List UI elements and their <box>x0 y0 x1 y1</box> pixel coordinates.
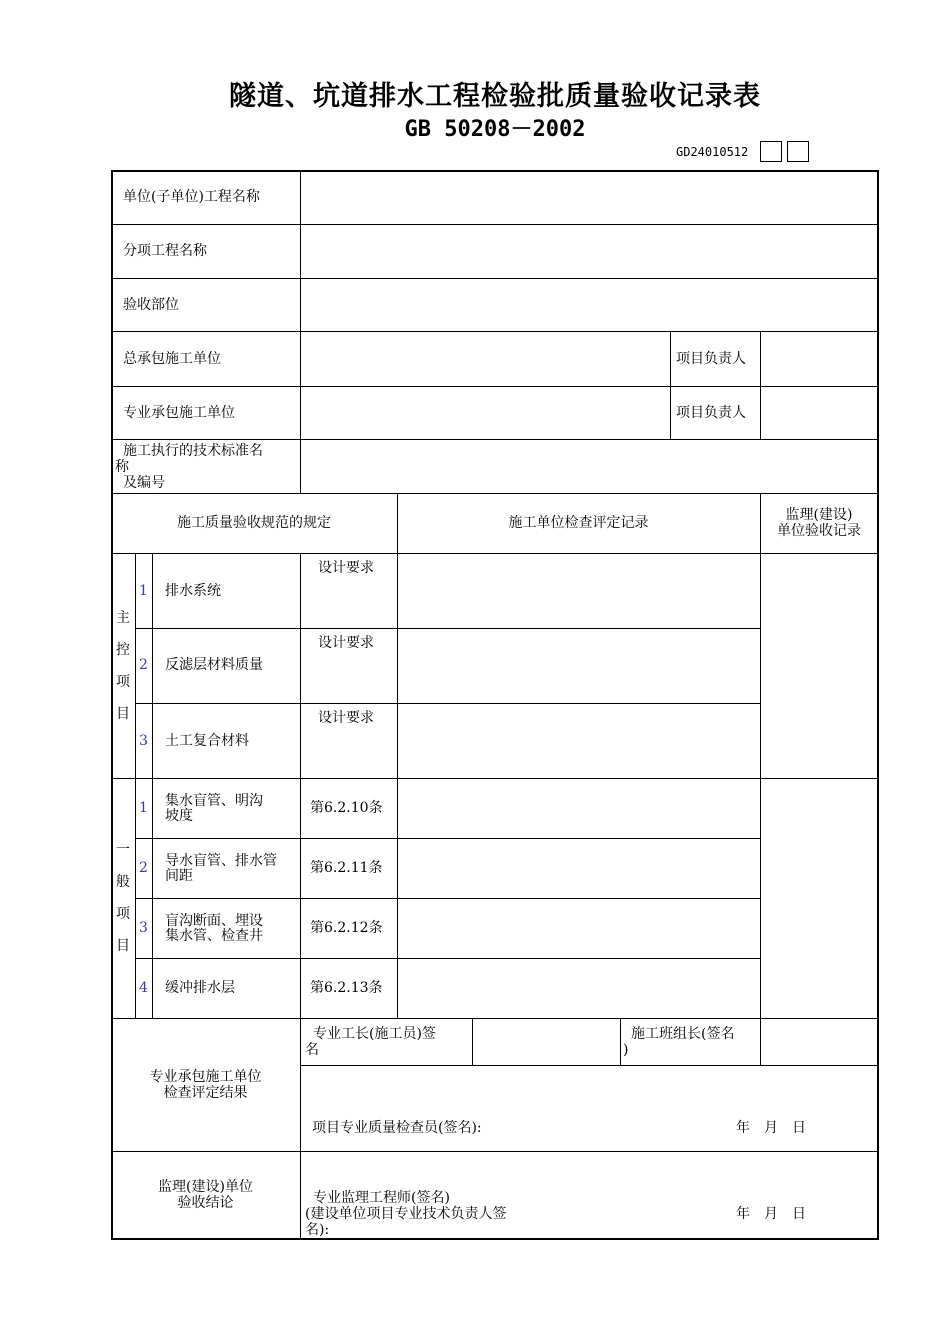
general-item-clause: 第6.2.12条 <box>310 920 383 936</box>
label-sub-project-name: 分项工程名称 <box>123 243 207 259</box>
field-unit-project-name[interactable] <box>302 172 876 223</box>
main-item-name: 土工复合材料 <box>165 733 249 749</box>
foreman-signature-label-wrap: 名 <box>305 1042 319 1058</box>
general-item-name-line2: 间距 <box>165 868 193 884</box>
row-divider <box>135 838 760 839</box>
header-check-record: 施工单位检查评定记录 <box>508 515 649 531</box>
main-item-check-record[interactable] <box>399 555 759 627</box>
team-leader-signature-label: 施工班组长(签名 <box>631 1026 735 1042</box>
contractor-result-label: 专业承包施工单位 <box>149 1069 262 1085</box>
row-divider <box>111 386 879 387</box>
general-item-clause: 第6.2.13条 <box>310 980 383 996</box>
general-item-name: 缓冲排水层 <box>165 980 235 996</box>
main-item-number: 1 <box>139 583 148 599</box>
row-divider <box>111 778 879 779</box>
label-standard-number: 及编号 <box>123 475 165 491</box>
label-project-manager-1: 项目负责人 <box>676 351 746 367</box>
supervising-engineer-signature[interactable]: 专业监理工程师(签名) <box>313 1190 450 1206</box>
contractor-result-date[interactable]: 年 月 日 <box>736 1120 806 1136</box>
general-item-name: 盲沟断面、埋设 <box>165 913 263 929</box>
main-control-label-char: 项 <box>116 674 130 690</box>
supervision-conclusion-date[interactable]: 年 月 日 <box>736 1206 806 1222</box>
col-divider <box>300 553 301 1240</box>
label-acceptance-part: 验收部位 <box>123 297 179 313</box>
field-project-manager-1[interactable] <box>762 333 876 385</box>
col-divider <box>135 553 136 1018</box>
form-code-box-1[interactable] <box>760 141 782 162</box>
row-divider <box>135 628 760 629</box>
row-divider <box>111 553 879 554</box>
main-control-label-char: 主 <box>116 610 130 626</box>
general-item-clause: 第6.2.10条 <box>310 800 383 816</box>
general-label-char: 项 <box>116 906 130 922</box>
col-divider <box>760 331 761 440</box>
row-divider <box>111 439 879 440</box>
row-divider <box>111 331 879 332</box>
header-supervision-line2: 单位验收记录 <box>777 523 861 539</box>
row-divider <box>135 958 760 959</box>
team-leader-signature-label-wrap: ) <box>623 1042 629 1058</box>
general-item-name: 导水盲管、排水管 <box>165 853 277 869</box>
row-divider <box>111 1018 879 1019</box>
main-item-check-record[interactable] <box>399 705 759 777</box>
main-item-requirement: 设计要求 <box>318 635 374 651</box>
col-divider <box>670 331 671 440</box>
col-divider <box>300 170 301 494</box>
quality-inspector-signature[interactable]: 项目专业质量检查员(签名): <box>312 1120 482 1136</box>
label-unit-project-name: 单位(子单位)工程名称 <box>123 189 260 205</box>
standard-code: GB 50208－2002 <box>404 117 586 142</box>
field-standard-name[interactable] <box>302 441 876 492</box>
col-divider <box>760 493 761 1018</box>
general-supervision-record[interactable] <box>762 780 876 1017</box>
general-item-check-record[interactable] <box>399 840 759 897</box>
label-specialty-contractor: 专业承包施工单位 <box>123 405 235 421</box>
page-title: 隧道、坑道排水工程检验批质量验收记录表 <box>229 81 761 112</box>
owner-technical-lead-signature[interactable]: (建设单位项目专业技术负责人签 <box>305 1206 507 1222</box>
label-standard-name-wrap: 称 <box>115 459 129 475</box>
general-label-char: 一 <box>116 842 130 858</box>
supervision-conclusion-label-line2: 验收结论 <box>177 1195 234 1211</box>
main-control-label-char: 控 <box>116 642 130 658</box>
main-item-number: 2 <box>139 657 148 673</box>
form-code: GD24010512 <box>676 145 749 159</box>
main-item-number: 3 <box>139 733 148 749</box>
general-item-check-record[interactable] <box>399 960 759 1017</box>
general-label-char: 般 <box>116 874 130 890</box>
col-divider <box>397 493 398 1018</box>
col-divider <box>472 1018 473 1065</box>
main-item-requirement: 设计要求 <box>318 560 374 576</box>
main-item-name: 反滤层材料质量 <box>165 657 263 673</box>
field-acceptance-part[interactable] <box>302 280 876 330</box>
field-general-contractor[interactable] <box>302 333 669 385</box>
row-divider <box>111 1151 879 1152</box>
row-divider <box>111 224 879 225</box>
col-divider <box>620 1018 621 1065</box>
row-divider <box>111 493 879 494</box>
header-spec: 施工质量验收规范的规定 <box>177 515 331 531</box>
general-item-number: 4 <box>139 980 148 996</box>
row-divider <box>111 278 879 279</box>
owner-technical-lead-signature-wrap: 名): <box>305 1222 330 1238</box>
row-divider <box>135 898 760 899</box>
general-item-check-record[interactable] <box>399 900 759 957</box>
field-specialty-contractor[interactable] <box>302 388 669 438</box>
row-divider <box>135 703 760 704</box>
field-sub-project-name[interactable] <box>302 226 876 277</box>
field-project-manager-2[interactable] <box>762 388 876 438</box>
general-item-clause: 第6.2.11条 <box>310 860 383 876</box>
general-label-char: 目 <box>116 938 130 954</box>
supervision-conclusion-label: 监理(建设)单位 <box>158 1179 253 1195</box>
main-item-name: 排水系统 <box>165 583 221 599</box>
form-code-box-2[interactable] <box>787 141 809 162</box>
general-item-number: 2 <box>139 860 148 876</box>
col-divider <box>760 1018 761 1065</box>
contractor-result-label-line2: 检查评定结果 <box>163 1085 248 1101</box>
team-leader-signature-field[interactable] <box>762 1020 876 1064</box>
foreman-signature-label: 专业工长(施工员)签 <box>313 1026 436 1042</box>
general-item-name-line2: 坡度 <box>165 808 193 824</box>
general-item-number: 1 <box>139 800 148 816</box>
label-standard-name: 施工执行的技术标准名 <box>123 443 263 459</box>
general-item-check-record[interactable] <box>399 780 759 837</box>
main-item-check-record[interactable] <box>399 630 759 702</box>
header-supervision-line1: 监理(建设) <box>785 507 853 523</box>
main-item-requirement: 设计要求 <box>318 710 374 726</box>
label-project-manager-2: 项目负责人 <box>676 405 746 421</box>
foreman-signature-field[interactable] <box>474 1020 619 1064</box>
row-divider <box>300 1065 879 1066</box>
main-control-supervision-record[interactable] <box>762 555 876 777</box>
col-divider <box>152 553 153 1018</box>
label-general-contractor: 总承包施工单位 <box>123 351 221 367</box>
main-control-label-char: 目 <box>116 706 130 722</box>
general-item-number: 3 <box>139 920 148 936</box>
general-item-name-line2: 集水管、检查井 <box>165 928 263 944</box>
general-item-name: 集水盲管、明沟 <box>165 793 263 809</box>
